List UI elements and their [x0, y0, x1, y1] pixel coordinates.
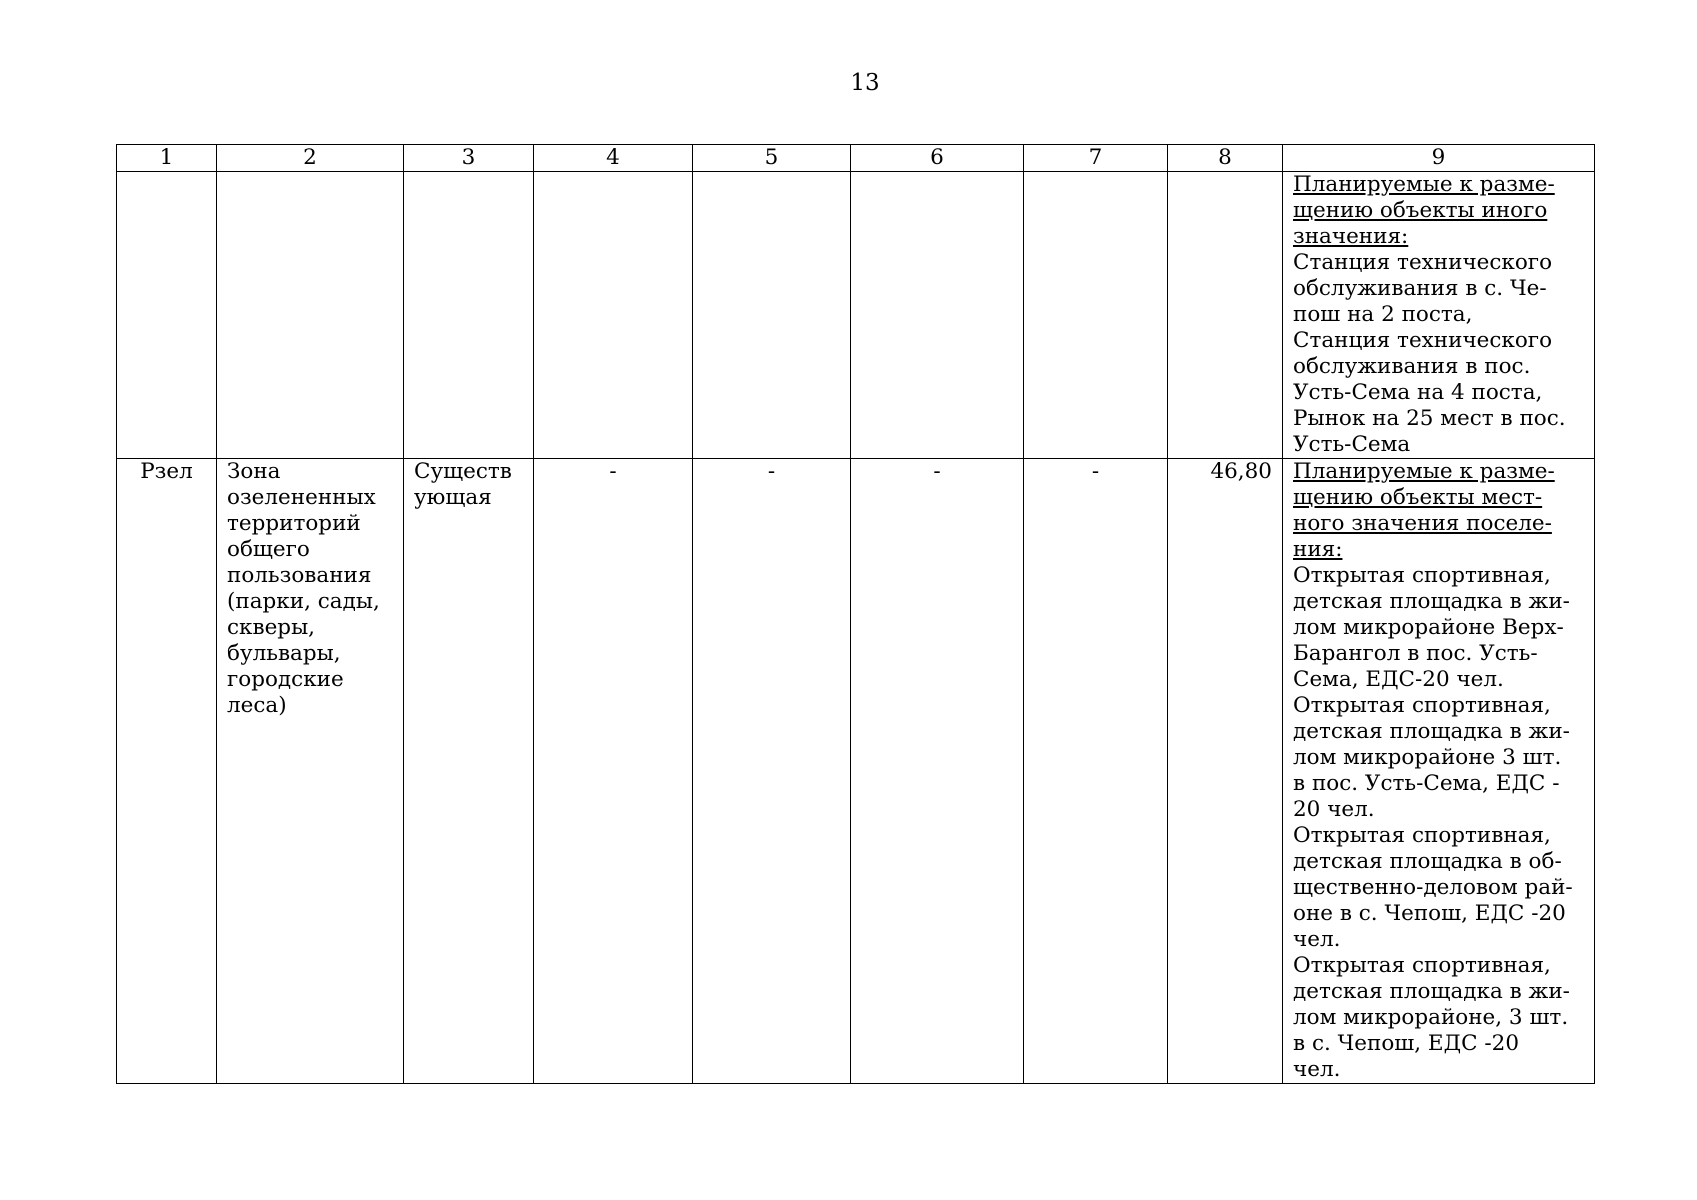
table-cell: -: [1024, 459, 1168, 1084]
zone-status-cell: Существ ующая: [404, 459, 534, 1084]
table-cell: [1024, 172, 1168, 459]
table-cell: [534, 172, 693, 459]
header-row: [117, 145, 1595, 172]
objects-text-line: Открытая спортивная,: [1293, 563, 1551, 588]
objects-text-line: чел.: [1293, 1057, 1341, 1082]
objects-text-line: детская площадка в жи-: [1293, 979, 1570, 1004]
header-cell: 7: [1024, 145, 1168, 172]
objects-text-line: обслуживания в пос.: [1293, 354, 1531, 379]
table-cell: [1168, 172, 1283, 459]
area-cell: 46,80: [1168, 459, 1283, 1084]
objects-text-line: 20 чел.: [1293, 797, 1375, 822]
objects-heading: Планируемые к разме- щению объекты мест- ного значения поселе- ния:: [1293, 459, 1555, 562]
objects-text-line: Станция технического: [1293, 328, 1553, 353]
table-cell: -: [534, 459, 693, 1084]
table-cell: [217, 172, 404, 459]
header-cell: 4: [534, 145, 693, 172]
objects-text-line: оне в с. Чепош, ЕДС -20: [1293, 901, 1566, 926]
header-cell: 3: [404, 145, 534, 172]
table-cell: -: [693, 459, 851, 1084]
table-row: [117, 172, 1595, 459]
zone-name-cell: Зона озелененных территорий общего пользования (парки, сады, скверы, бульвары, городские леса): [217, 459, 404, 1084]
objects-text-line: детская площадка в об-: [1293, 849, 1562, 874]
planning-table: [116, 144, 1595, 1084]
objects-text-line: детская площадка в жи-: [1293, 719, 1570, 744]
objects-text-line: Усть-Сема на 4 поста,: [1293, 380, 1543, 405]
objects-text-line: Открытая спортивная,: [1293, 953, 1551, 978]
table-cell: -: [851, 459, 1024, 1084]
objects-text-line: Усть-Сема: [1293, 432, 1411, 457]
table-cell: [851, 172, 1024, 459]
objects-text-line: пош на 2 поста,: [1293, 302, 1473, 327]
header-cell: 1: [117, 145, 217, 172]
objects-text-line: лом микрорайоне, 3 шт.: [1293, 1005, 1569, 1030]
zone-code-cell: Рзел: [117, 459, 217, 1084]
objects-text-line: детская площадка в жи-: [1293, 589, 1570, 614]
objects-text-line: Открытая спортивная,: [1293, 693, 1551, 718]
objects-text-line: лом микрорайоне 3 шт.: [1293, 745, 1562, 770]
objects-text-line: Станция технического: [1293, 250, 1553, 275]
table-cell: [404, 172, 534, 459]
table-cell: [693, 172, 851, 459]
objects-text-line: Барангол в пос. Усть-: [1293, 641, 1538, 666]
table-row: [117, 459, 1595, 1084]
header-cell: 9: [1283, 145, 1595, 172]
objects-text-line: в с. Чепош, ЕДС -20: [1293, 1031, 1520, 1056]
objects-text-line: лом микрорайоне Верх-: [1293, 615, 1564, 640]
objects-cell: [1283, 459, 1595, 1084]
objects-text-line: чел.: [1293, 927, 1341, 952]
header-cell: 2: [217, 145, 404, 172]
objects-text-line: обслуживания в с. Че-: [1293, 276, 1547, 301]
objects-text-line: Сема, ЕДС-20 чел.: [1293, 667, 1504, 692]
objects-heading: Планируемые к разме- щению объекты иного значения:: [1293, 172, 1555, 249]
objects-text-line: Открытая спортивная,: [1293, 823, 1551, 848]
header-cell: 6: [851, 145, 1024, 172]
header-cell: 5: [693, 145, 851, 172]
objects-text-line: Рынок на 25 мест в пос.: [1293, 406, 1566, 431]
objects-cell: [1283, 172, 1595, 459]
table-cell: [117, 172, 217, 459]
header-cell: 8: [1168, 145, 1283, 172]
page-number: 13: [850, 70, 880, 96]
objects-text-line: в пос. Усть-Сема, ЕДС -: [1293, 771, 1560, 796]
objects-text-line: щественно-деловом рай-: [1293, 875, 1573, 900]
